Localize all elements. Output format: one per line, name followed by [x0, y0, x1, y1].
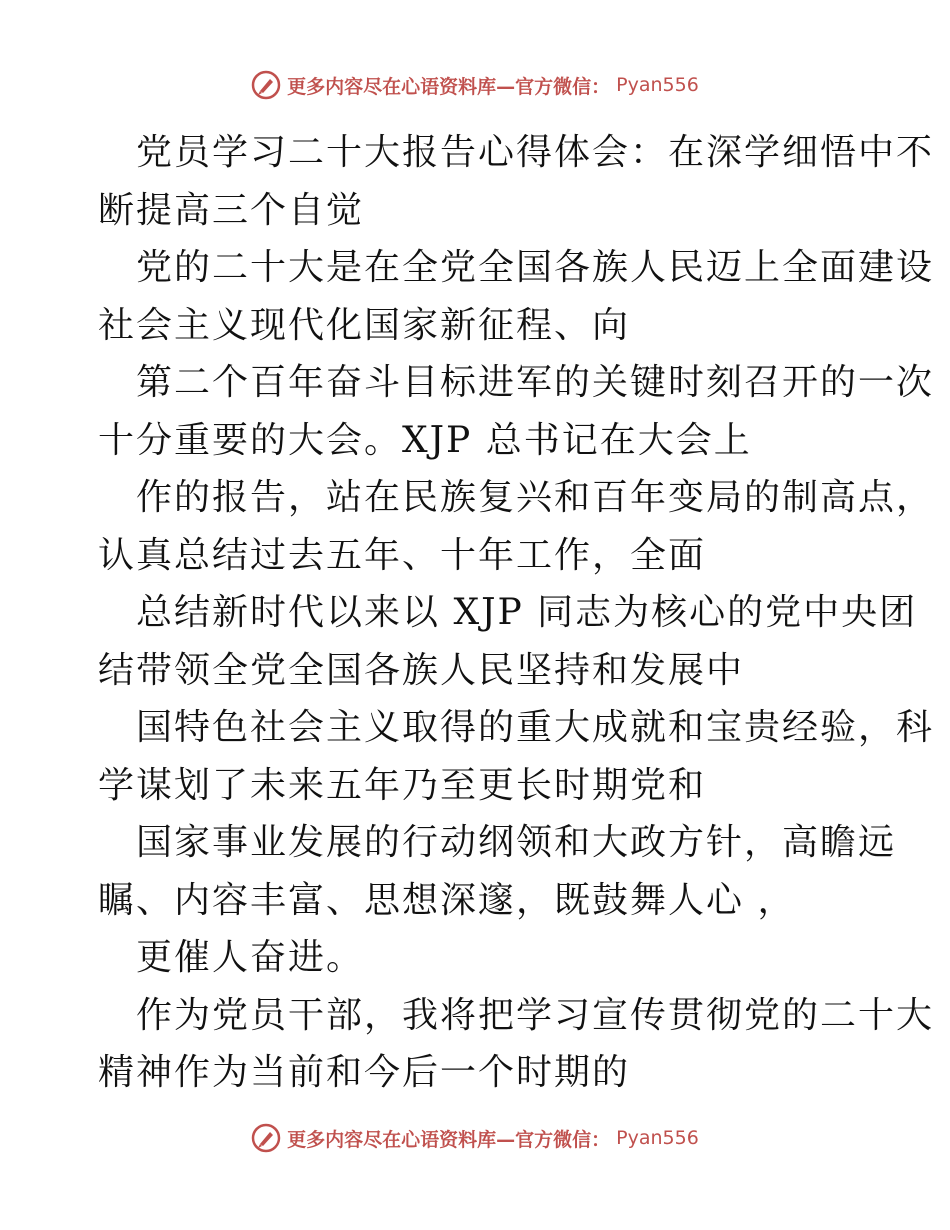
- banner-text: 更多内容尽在心语资料库—官方微信：: [287, 1128, 611, 1151]
- banner-text: 更多内容尽在心语资料库—官方微信：: [287, 75, 611, 98]
- text-line: 第二个百年奋斗目标进军的关键时刻召开的一次: [136, 362, 935, 403]
- text-line: 国家事业发展的行动纲领和大政方针，高瞻远: [136, 822, 897, 863]
- text-line: 国特色社会主义取得的重大成就和宝贵经验，科: [136, 707, 935, 748]
- footer-banner: [0, 1123, 950, 1153]
- text-line: 断提高三个自觉: [98, 189, 365, 231]
- fountain-pen-logo-icon: [251, 70, 281, 100]
- text-line: 作的报告，站在民族复兴和百年变局的制高点，: [136, 477, 935, 518]
- fountain-pen-logo-icon: [251, 1123, 281, 1153]
- header-banner: [0, 70, 950, 100]
- text-line: 精神作为当前和今后一个时期的: [98, 1052, 631, 1093]
- banner-contact: Pyan556: [616, 74, 699, 96]
- text-line: 学谋划了未来五年乃至更长时期党和: [98, 764, 707, 806]
- text-line: 作为党员干部，我将把学习宣传贯彻党的二十大: [136, 994, 935, 1036]
- text-line: 党的二十大是在全党全国各族人民迈上全面建设: [136, 247, 935, 288]
- text-line: 更催人奋进。: [136, 937, 365, 978]
- text-line: 社会主义现代化国家新征程、向: [98, 304, 631, 346]
- text-line: 十分重要的大会。XJP 总书记在大会上: [98, 419, 752, 461]
- banner-contact: Pyan556: [616, 1127, 699, 1149]
- text-line: 党员学习二十大报告心得体会：在深学细悟中不: [136, 132, 935, 173]
- document-body: [98, 124, 935, 1102]
- text-line: 瞩、内容丰富、思想深邃，既鼓舞人心 ，: [98, 879, 796, 921]
- text-line: 认真总结过去五年、十年工作，全面: [98, 534, 707, 576]
- text-line: 结带领全党全国各族人民坚持和发展中: [98, 649, 745, 691]
- text-line: 总结新时代以来以 XJP 同志为核心的党中央团: [136, 592, 918, 633]
